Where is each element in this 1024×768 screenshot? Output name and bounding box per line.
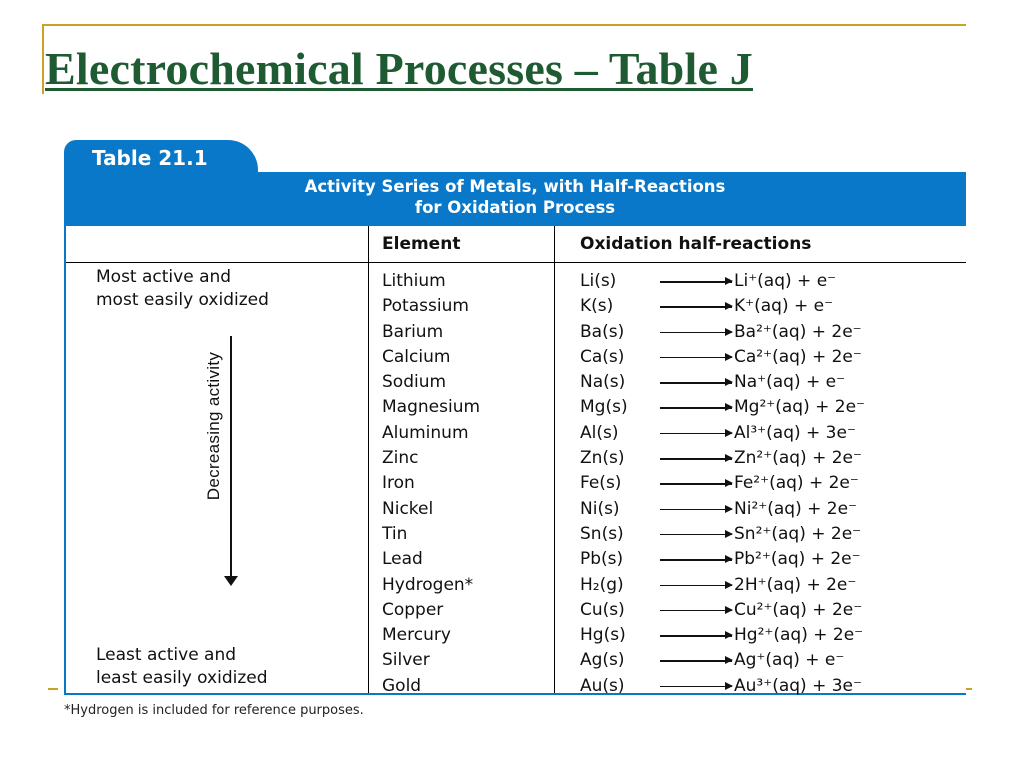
- most-active-line1: Most active and: [96, 267, 232, 287]
- reaction-row: [580, 648, 960, 673]
- reactant: Mg(s): [580, 397, 628, 418]
- down-arrow-icon: [224, 576, 238, 586]
- most-active-note: [96, 266, 269, 312]
- reactant: Ca(s): [580, 346, 625, 367]
- product: Fe²⁺(aq) + 2e⁻: [734, 473, 859, 494]
- reactant: Pb(s): [580, 549, 624, 570]
- reaction-row: [580, 345, 960, 370]
- least-active-line2: least easily oxidized: [96, 668, 268, 688]
- element-name: Lead: [382, 549, 423, 570]
- least-active-note: [96, 644, 268, 690]
- table-tab-label: Table 21.1: [64, 140, 258, 174]
- element-name: Magnesium: [382, 397, 481, 418]
- column-divider-1: [368, 226, 369, 693]
- slide-frame-left: [42, 24, 44, 94]
- reaction-row: [580, 294, 960, 319]
- decreasing-activity-arrow-line: [230, 336, 232, 581]
- least-active-line1: Least active and: [96, 645, 237, 665]
- right-arrow-icon: [660, 407, 732, 409]
- header-divider: [66, 262, 966, 263]
- column-header-element: Element: [382, 234, 461, 254]
- right-arrow-icon: [660, 686, 732, 688]
- right-arrow-icon: [660, 585, 732, 587]
- reactant: K(s): [580, 296, 614, 317]
- element-name: Zinc: [382, 448, 419, 469]
- reaction-row: [580, 471, 960, 496]
- reactant: Ba(s): [580, 321, 625, 342]
- element-name: Barium: [382, 321, 444, 342]
- reaction-row: [580, 320, 960, 345]
- product: Al³⁺(aq) + 3e⁻: [734, 422, 856, 443]
- element-name: Tin: [382, 523, 408, 544]
- product: Sn²⁺(aq) + 2e⁻: [734, 523, 862, 544]
- reactant: H₂(g): [580, 574, 624, 595]
- reaction-row: [580, 522, 960, 547]
- right-arrow-icon: [660, 357, 732, 359]
- element-name: Mercury: [382, 625, 451, 646]
- product: Ba²⁺(aq) + 2e⁻: [734, 321, 862, 342]
- element-name: Calcium: [382, 346, 451, 367]
- product: Na⁺(aq) + e⁻: [734, 372, 846, 393]
- right-arrow-icon: [660, 610, 732, 612]
- right-arrow-icon: [660, 458, 732, 460]
- right-arrow-icon: [660, 559, 732, 561]
- right-arrow-icon: [660, 534, 732, 536]
- product: Pb²⁺(aq) + 2e⁻: [734, 549, 861, 570]
- table-caption-line1: Activity Series of Metals, with Half-Reactions: [304, 177, 726, 196]
- product: Mg²⁺(aq) + 2e⁻: [734, 397, 866, 418]
- reactant: Ag(s): [580, 650, 625, 671]
- decreasing-activity-label: Decreasing activity: [204, 348, 224, 504]
- table-caption: [64, 172, 966, 226]
- reactant: Li(s): [580, 271, 617, 291]
- product: Zn²⁺(aq) + 2e⁻: [734, 448, 862, 469]
- element-name: Iron: [382, 473, 415, 494]
- column-header-reaction: Oxidation half-reactions: [580, 234, 812, 254]
- right-arrow-icon: [660, 660, 732, 662]
- reaction-column: [580, 269, 960, 699]
- right-arrow-icon: [660, 635, 732, 637]
- product: 2H⁺(aq) + 2e⁻: [734, 574, 857, 595]
- element-name: Copper: [382, 599, 444, 620]
- table-caption-line2: for Oxidation Process: [414, 198, 616, 217]
- right-arrow-icon: [660, 509, 732, 511]
- right-arrow-icon: [660, 382, 732, 384]
- right-arrow-icon: [660, 483, 732, 485]
- right-arrow-icon: [660, 281, 732, 283]
- element-name: Aluminum: [382, 422, 469, 443]
- activity-series-table: [60, 140, 966, 695]
- reactant: Au(s): [580, 675, 625, 696]
- product: Ni²⁺(aq) + 2e⁻: [734, 498, 858, 519]
- element-name: Sodium: [382, 372, 447, 393]
- reactant: Al(s): [580, 422, 619, 443]
- product: Li⁺(aq) + e⁻: [734, 271, 837, 291]
- reaction-row: [580, 446, 960, 471]
- reactant: Na(s): [580, 372, 626, 393]
- reaction-row: [580, 395, 960, 420]
- reaction-row: [580, 623, 960, 648]
- reactant: Hg(s): [580, 625, 626, 646]
- slide-title: Electrochemical Processes – Table J: [45, 43, 753, 94]
- reaction-row: [580, 370, 960, 395]
- reaction-row: [580, 573, 960, 598]
- reaction-row: [580, 674, 960, 699]
- element-name: Lithium: [382, 271, 446, 291]
- reaction-row: [580, 547, 960, 572]
- product: Ca²⁺(aq) + 2e⁻: [734, 346, 862, 367]
- product: Ag⁺(aq) + e⁻: [734, 650, 845, 671]
- reactant: Cu(s): [580, 599, 625, 620]
- product: Cu²⁺(aq) + 2e⁻: [734, 599, 863, 620]
- reactant: Zn(s): [580, 448, 625, 469]
- element-name: Potassium: [382, 296, 469, 317]
- table-body: [64, 226, 966, 695]
- reaction-row: [580, 269, 960, 294]
- reaction-row: [580, 421, 960, 446]
- reactant: Fe(s): [580, 473, 622, 494]
- element-name: Silver: [382, 650, 430, 671]
- product: K⁺(aq) + e⁻: [734, 296, 834, 317]
- product: Au³⁺(aq) + 3e⁻: [734, 675, 862, 696]
- element-name: Gold: [382, 675, 422, 696]
- right-arrow-icon: [660, 306, 732, 308]
- reaction-row: [580, 598, 960, 623]
- slide-frame-bottom-left: [48, 688, 58, 690]
- reactant: Ni(s): [580, 498, 620, 519]
- table-footnote: *Hydrogen is included for reference purposes.: [64, 703, 364, 718]
- element-column: [382, 269, 480, 699]
- element-name: Nickel: [382, 498, 434, 519]
- right-arrow-icon: [660, 332, 732, 334]
- slide-frame-top: [42, 24, 966, 26]
- element-name: Hydrogen*: [382, 574, 474, 595]
- column-divider-2: [554, 226, 555, 693]
- reactant: Sn(s): [580, 523, 624, 544]
- most-active-line2: most easily oxidized: [96, 290, 269, 310]
- right-arrow-icon: [660, 433, 732, 435]
- product: Hg²⁺(aq) + 2e⁻: [734, 625, 864, 646]
- reaction-row: [580, 497, 960, 522]
